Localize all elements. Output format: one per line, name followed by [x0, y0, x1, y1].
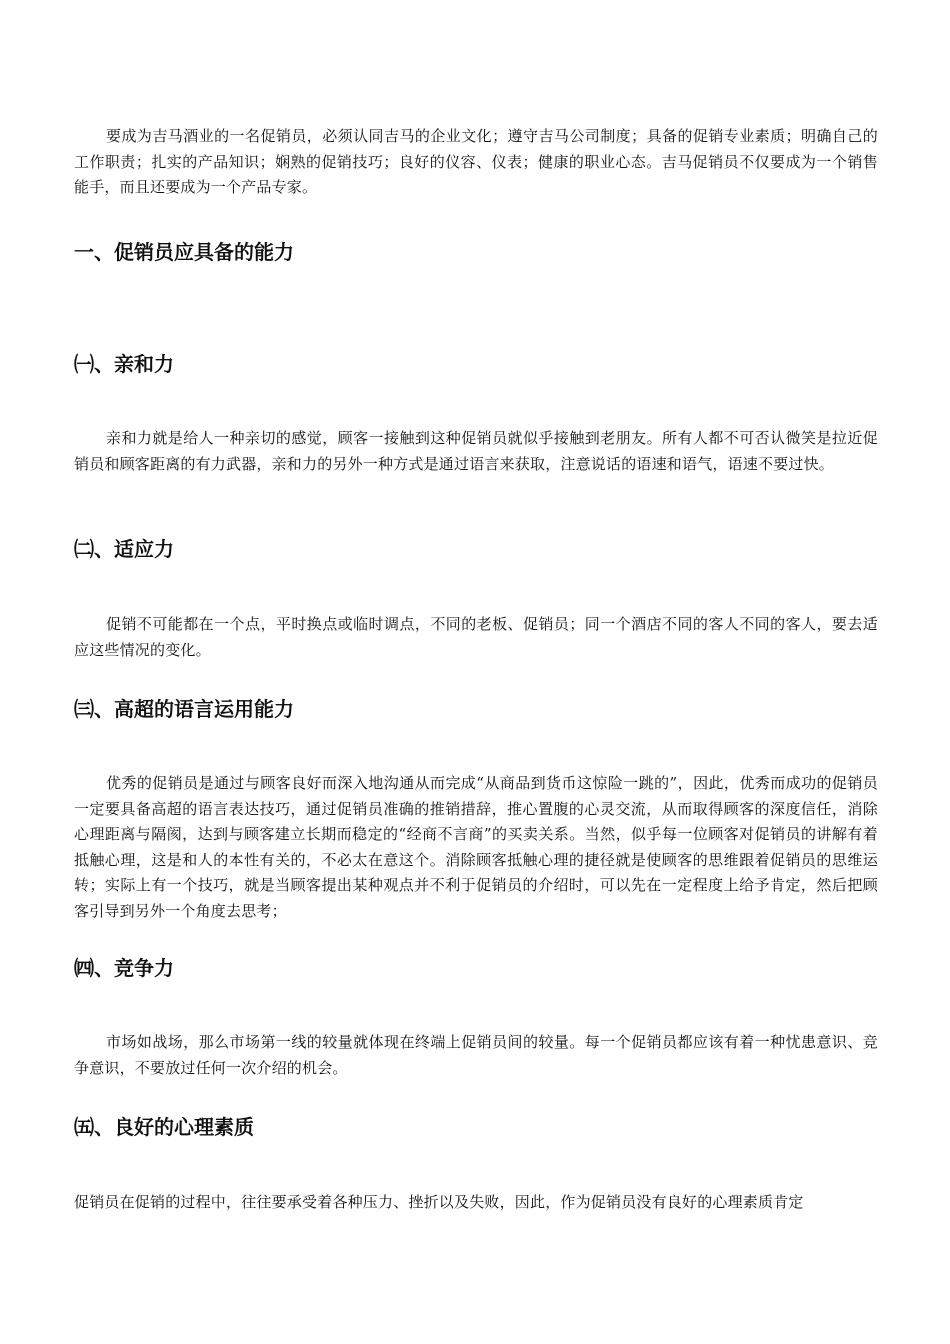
- subsection-body-affinity: 亲和力就是给人一种亲切的感觉，顾客一接触到这种促销员就似乎接触到老朋友。所有人都不可否认微笑是拉近促销员和顾客距离的有力武器，亲和力的另外一种方式是通过语言来获取，注意说话的语速和语气，语速不要过快。: [74, 429, 878, 473]
- subsection-heading-adaptability: ㈡、适应力: [74, 537, 174, 561]
- subsection-body-competitiveness: 市场如战场，那么市场第一线的较量就体现在终端上促销员间的较量。每一个促销员都应该有着一种忧患意识、竞争意识，不要放过任何一次介绍的机会。: [74, 1033, 878, 1077]
- subsection-body-adaptability: 促销不可能都在一个点，平时换点或临时调点，不同的老板、促销员；同一个酒店不同的客人不同的客人，要去适应这些情况的变化。: [74, 615, 878, 659]
- subsection-heading-psychology: ㈤、良好的心理素质: [74, 1115, 254, 1139]
- intro-paragraph: 要成为吉马酒业的一名促销员，必须认同吉马的企业文化；遵守吉马公司制度；具备的促销专业素质；明确自己的工作职责；扎实的产品知识；娴熟的促销技巧；良好的仪容、仪表；健康的职业心态。吉马促销员不仅要成为一个销售能手，而且还要成为一个产品专家。: [74, 127, 878, 196]
- subsection-heading-language-skills: ㈢、高超的语言运用能力: [74, 697, 294, 721]
- section-heading-abilities: 一、促销员应具备的能力: [74, 240, 294, 264]
- subsection-body-language-skills: 优秀的促销员是通过与顾客良好而深入地沟通从而完成“从商品到货币这惊险一跳的”，因此，优秀而成功的促销员一定要具备高超的语言表达技巧，通过促销员准确的推销措辞，推心置腹的心灵交流，从而取得顾客的深度信任，消除心理距离与隔阂，达到与顾客建立长期而稳定的“经商不言商”的买卖关系。当然，似乎每一位顾客对促销员的讲解有着抵触心理，这是和人的本性有关的，不必太在意这个。消除顾客抵触心理的捷径就是使顾客的思维跟着促销员的思维运转；实际上有一个技巧，就是当顾客提出某种观点并不利于促销员的介绍时，可以先在一定程度上给予肯定，然后把顾客引导到另外一个角度去思考；: [74, 774, 878, 920]
- subsection-heading-competitiveness: ㈣、竞争力: [74, 956, 174, 980]
- subsection-body-psychology: 促销员在促销的过程中，往往要承受着各种压力、挫折以及失败，因此，作为促销员没有良好的心理素质肯定: [74, 1193, 804, 1211]
- subsection-heading-affinity: ㈠、亲和力: [74, 352, 174, 376]
